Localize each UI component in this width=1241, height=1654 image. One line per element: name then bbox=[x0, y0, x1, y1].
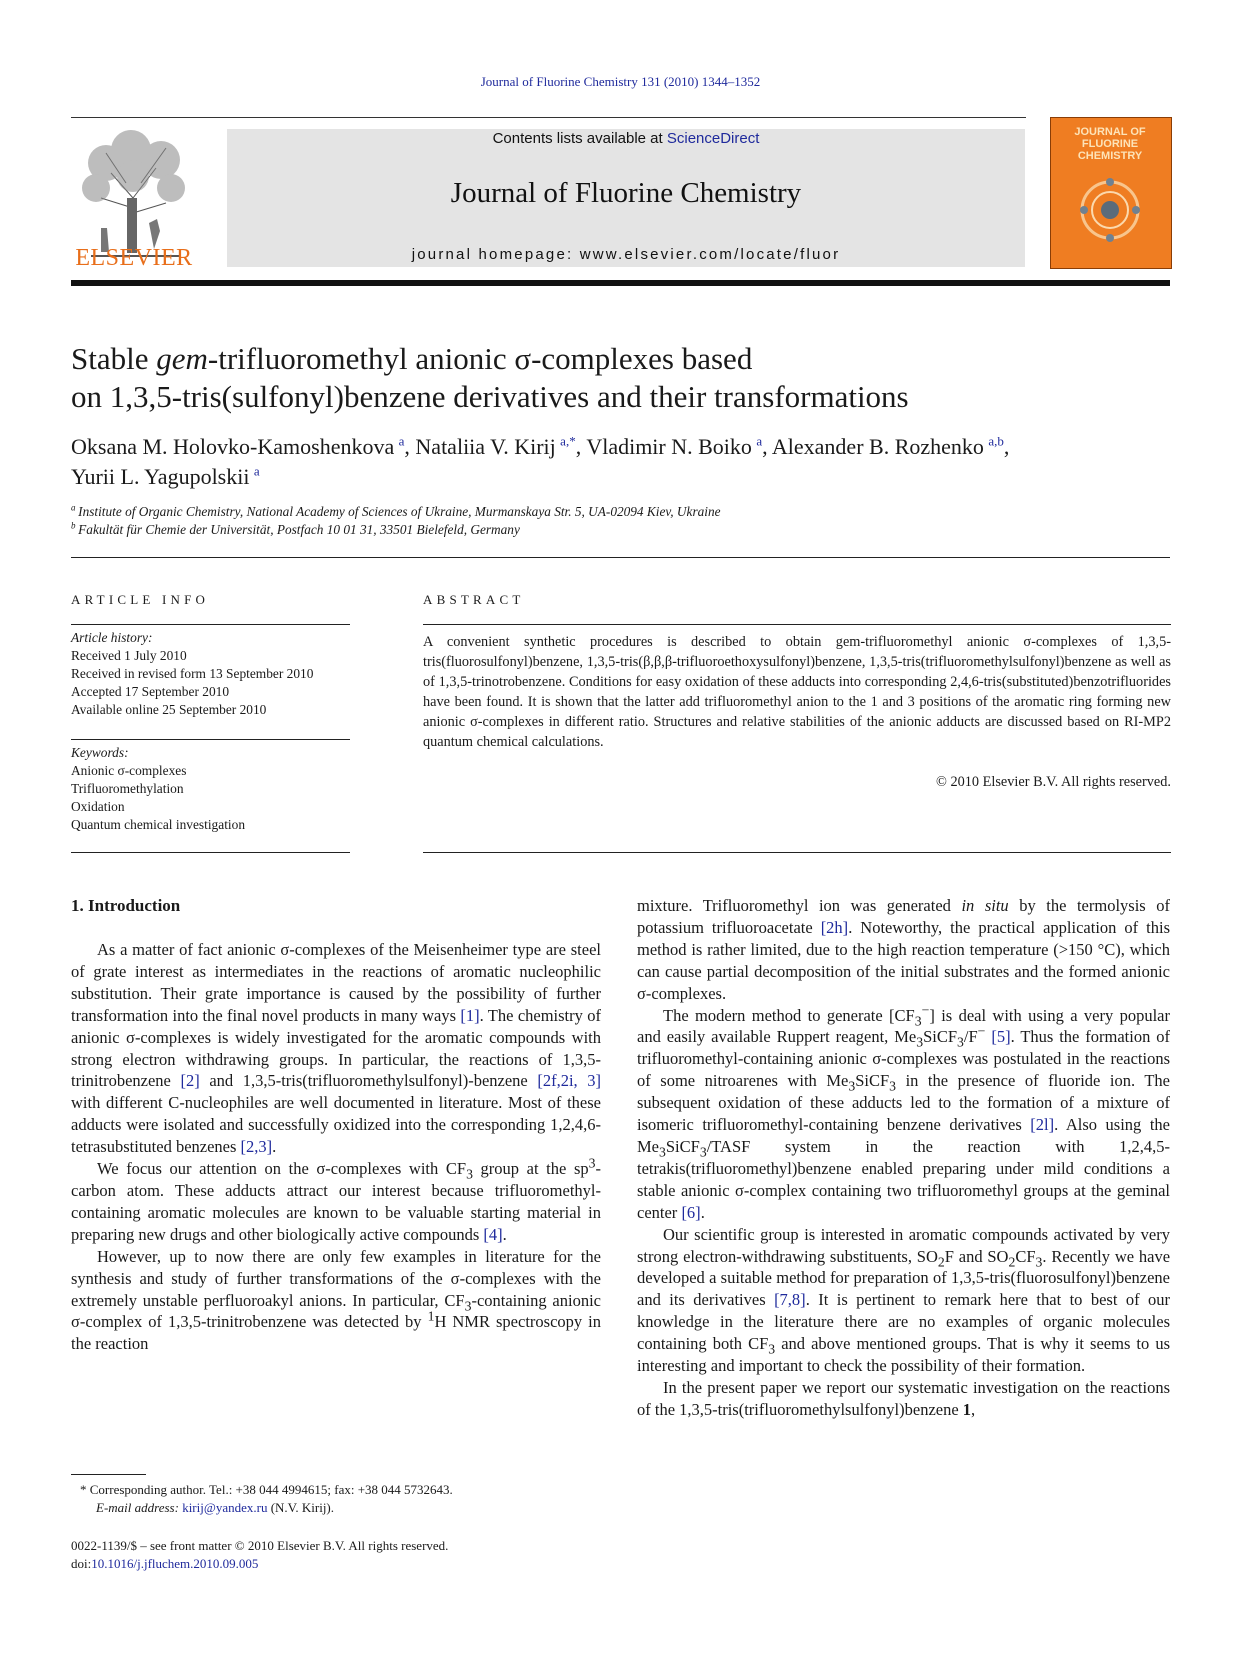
journal-cover-title: JOURNAL OF FLUORINE CHEMISTRY bbox=[1074, 126, 1146, 162]
front-matter bbox=[71, 1537, 631, 1573]
article-title bbox=[71, 340, 1171, 416]
reference-link[interactable]: [6] bbox=[681, 1202, 701, 1222]
email-line bbox=[80, 1499, 620, 1517]
author-affil-mark[interactable]: a bbox=[253, 463, 260, 479]
author-list: Oksana M. Holovko-Kamoshenkova $^a$, Nataliia V. Kirij $^{a,*}$, Vladimir N. Boiko $^a$, Alexander B. Rozhenko $^{a,b}$, Yurii L. Yagupolskii $^a$ bbox=[71, 433, 1010, 489]
affiliation-text: Fakultät für Chemie der Universität, Postfach 10 01 31, 33501 Bielefeld, Germany bbox=[78, 522, 520, 537]
intro-paragraph: Our scientific group is interested in aromatic compounds activated by very strong electron-withdrawing substituents, $SO_2F$ and $SO_2CF_3$. Recently we have developed a suitable method for preparation of 1,3,5-tris(fluorosulfonyl)benzene and its derivatives [7,8]. It is pertinent to remark here that to best of our knowledge in the literature there are no examples of organic molecules containing both $CF_3$ and above mentioned groups. That is why it seems to us interesting and important to check the possibility of their formation. bbox=[637, 1224, 1171, 1376]
front-matter-text: 0022-1139/$ – see front matter © 2010 Elsevier B.V. All rights reserved. bbox=[71, 1538, 449, 1553]
intro-paragraph: As a matter of fact anionic σ-complexes of the Meisenheimer type are steel of grate interest as intermediates in the reactions of aromatic nucleophilic substitution. Their grate importance is caused by the possibility of further transformation into the final novel products in many ways [1]. The chemistry of anionic σ-complexes is widely investigated for the aromatic compounds with strong electron withdrawing groups. In particular, the reactions of 1,3,5-trinitrobenzene [2] and 1,3,5-tris(trifluoromethylsulfonyl)-benzene [2f,2i, 3] with different C-nucleophiles are well documented in literature. Most of these adducts were isolated and successfully oxidized into the corresponding 1,2,4,6-tetrasubstituted benzenes [2,3]. bbox=[71, 940, 601, 1157]
keyword: Oxidation bbox=[71, 799, 125, 814]
history-label: Article history: bbox=[71, 630, 153, 645]
affiliations bbox=[71, 503, 1171, 539]
reference-link[interactable]: [2l] bbox=[1030, 1115, 1055, 1135]
email-link[interactable]: kirij@yandex.ru bbox=[182, 1500, 268, 1515]
corresponding-author: * Corresponding author. Tel.: +38 044 4994615; fax: +38 044 5732643. bbox=[80, 1482, 453, 1497]
keyword: Anionic σ-complexes bbox=[71, 763, 187, 778]
keyword: Trifluoromethylation bbox=[71, 781, 184, 796]
contents-prefix: Contents lists available at bbox=[492, 130, 667, 147]
reference-link[interactable]: [1] bbox=[460, 1005, 480, 1025]
affiliation-mark: b bbox=[71, 520, 76, 531]
abstract-bottom-rule bbox=[423, 852, 1171, 853]
journal-title: Journal of Fluorine Chemistry bbox=[450, 177, 802, 209]
email-suffix: (N.V. Kirij). bbox=[267, 1500, 335, 1515]
article-history bbox=[71, 629, 361, 719]
author-name: Yurii L. Yagupolskii bbox=[71, 464, 250, 489]
journal-citation[interactable]: Journal of Fluorine Chemistry 131 (2010) 1344–1352 bbox=[480, 74, 761, 89]
reference-link[interactable]: [2h] bbox=[820, 917, 849, 937]
history-accepted: Accepted 17 September 2010 bbox=[71, 684, 230, 699]
header-rule bbox=[71, 117, 1026, 118]
title-part: -trifluoromethyl anionic σ-complexes based bbox=[207, 341, 753, 376]
title-emphasis: gem bbox=[156, 341, 208, 376]
author-name: Vladimir N. Boiko bbox=[586, 434, 752, 459]
journal-homepage[interactable]: journal homepage: www.elsevier.com/locate/fluor bbox=[411, 246, 841, 263]
doi-line bbox=[71, 1555, 631, 1573]
doi-label: doi: bbox=[71, 1556, 92, 1571]
history-received: Received 1 July 2010 bbox=[71, 648, 187, 663]
article-info-bottom-rule bbox=[71, 852, 350, 853]
intro-paragraph: In the present paper we report our systematic investigation on the reactions of the 1,3,5-tris(trifluoromethylsulfonyl)benzene 1, bbox=[637, 1377, 1170, 1419]
intro-left-column bbox=[71, 939, 601, 1355]
reference-link[interactable]: [2f,2i, 3] bbox=[537, 1071, 601, 1091]
affiliation-mark: a bbox=[71, 502, 76, 513]
intro-paragraph: However, up to now there are only few examples in literature for the synthesis and study of further transformations of the σ-complexes with the extremely unstable perfluoroakyl anions. In particular, $CF_3$-containing anionic σ-complex of 1,3,5-trinitrobenzene was detected by $^1$H NMR spectroscopy in the reaction bbox=[71, 1246, 602, 1354]
author-affil-mark[interactable]: a bbox=[756, 433, 763, 449]
doi-link[interactable]: 10.1016/j.jfluchem.2010.09.005 bbox=[91, 1556, 259, 1571]
reference-link[interactable]: [7,8] bbox=[774, 1290, 806, 1310]
affiliation-text: Institute of Organic Chemistry, National Academy of Sciences of Ukraine, Murmanskaya Str. 5, UA-02094 Kiev, Ukraine bbox=[78, 504, 721, 519]
author-name: Alexander B. Rozhenko bbox=[771, 434, 984, 459]
author-affil-mark[interactable]: a,b bbox=[988, 433, 1004, 449]
article-info-heading: ARTICLE INFO bbox=[71, 592, 210, 607]
abstract-rule bbox=[423, 624, 1171, 625]
abstract-text: A convenient synthetic procedures is described to obtain gem-trifluoromethyl anionic σ-complexes of 1,3,5-tris(fluorosulfonyl)benzene, 1,3,5-tris(β,β,β-trifluoroethoxysulfonyl)benzene, 1,3,5-tris(trifluoromethylsulfonyl)benzene as well as of 1,3,5-trinotrobenzene. Conditions for easy oxidation of these adducts into corresponding 2,4,6-tris(substituted)benzotrifluorides have been found. It is shown that the latter add trifluoromethyl anion to the 1 and 3 positions of the aromatic ring forming new anionic σ-complexes in different ratio. Structures and relative stabilities of the anionic adducts are discussed based on RI-MP2 quantum chemical calculations. bbox=[423, 634, 1171, 750]
intro-paragraph: The modern method to generate $[CF_3^-]$ is deal with using a very popular and easily available Ruppert reagent, $Me_3SiCF_3/F^-$ [5]. Thus the formation of trifluoromethyl-containing anionic σ-complexes was postulated in the reactions of some nitroarenes with $Me_3SiCF_3$ in the presence of fluoride ion. The subsequent oxidation of these adducts led to the formation of a mixture of isomeric trifluoromethyl-containing benzene derivatives [2l]. Also using the $Me_3SiCF_3$/TASF system in the reaction with 1,2,4,5-tetrakis(trifluoromethyl)benzene enabled preparing under mild conditions a stable anionic σ-complex containing two trifluoromethyl groups at the geminal center [6]. bbox=[637, 1002, 1171, 1222]
author-name: Oksana M. Holovko-Kamoshenkova bbox=[71, 434, 395, 459]
contents-line bbox=[227, 130, 1025, 147]
atom-cover-icon bbox=[1070, 170, 1150, 250]
keywords-rule bbox=[71, 739, 350, 740]
history-online: Available online 25 September 2010 bbox=[71, 702, 267, 717]
header-thick-rule bbox=[71, 280, 1170, 286]
keywords-block bbox=[71, 744, 361, 834]
reference-link[interactable]: [2] bbox=[180, 1071, 200, 1091]
reference-link[interactable]: [2,3] bbox=[240, 1137, 273, 1157]
abstract-heading: ABSTRACT bbox=[423, 592, 525, 607]
publisher-logo-text: ELSEVIER bbox=[75, 245, 193, 271]
intro-paragraph: We focus our attention on the σ-complexes with $CF_3$ group at the $sp^3$-carbon atom. These adducts attract our interest because trifluoromethyl-containing aromatic molecules are known to be valuable starting material in preparing new drugs and other biologically active compounds [4]. bbox=[71, 1155, 601, 1244]
introduction-heading: 1. Introduction bbox=[71, 896, 181, 915]
keywords-label: Keywords: bbox=[71, 745, 129, 760]
corresponding-footnote bbox=[80, 1481, 620, 1517]
footnote-rule bbox=[71, 1474, 146, 1475]
intro-paragraph: mixture. Trifluoromethyl ion was generated in situ by the termolysis of potassium trifluoroacetate [2h]. Noteworthy, the practical application of this method is rather limited, due to the high reaction temperature (>150 °C), which can cause partial decomposition of the initial substrates and the formed anionic σ-complexes. bbox=[637, 896, 1170, 1003]
history-revised: Received in revised form 13 September 2010 bbox=[71, 666, 314, 681]
abstract-copyright: © 2010 Elsevier B.V. All rights reserved. bbox=[936, 774, 1171, 790]
sciencedirect-link[interactable]: ScienceDirect bbox=[666, 130, 760, 147]
section-rule bbox=[71, 557, 1170, 558]
article-info-rule bbox=[71, 624, 350, 625]
title-line-2: on 1,3,5-tris(sulfonyl)benzene derivatives and their transformations bbox=[71, 379, 909, 414]
author-affil-mark[interactable]: a,* bbox=[560, 433, 576, 449]
author-name: Nataliia V. Kirij bbox=[415, 434, 556, 459]
author-affil-mark[interactable]: a bbox=[398, 433, 405, 449]
email-label: E-mail address: bbox=[96, 1500, 183, 1515]
intro-right-column bbox=[637, 895, 1170, 1421]
reference-link[interactable]: [5] bbox=[991, 1027, 1011, 1047]
reference-link[interactable]: [4] bbox=[483, 1224, 503, 1244]
keyword: Quantum chemical investigation bbox=[71, 817, 246, 832]
title-part: Stable bbox=[71, 341, 157, 376]
